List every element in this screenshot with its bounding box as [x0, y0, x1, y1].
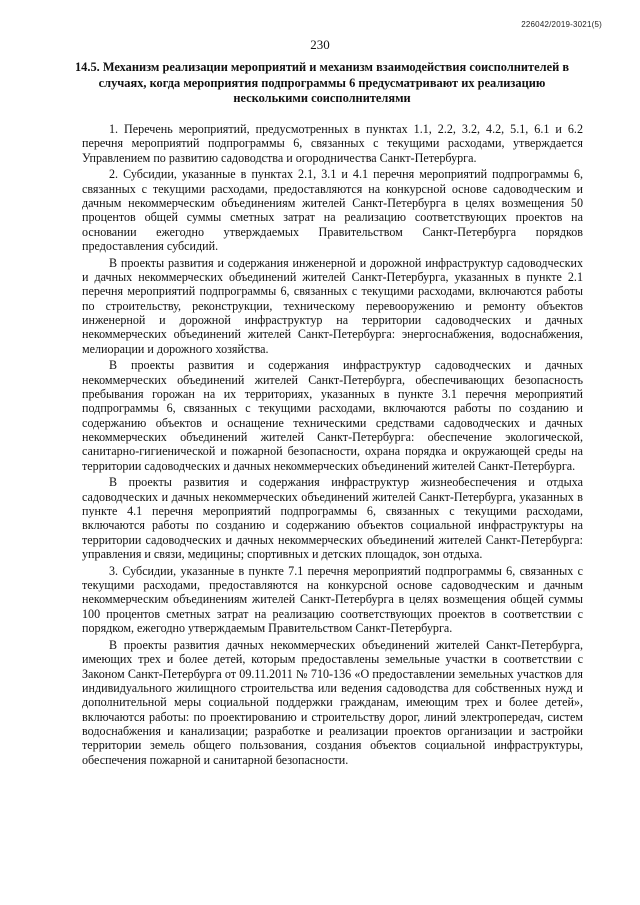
section-title: 14.5. Механизм реализации мероприятий и механизм взаимодействия соисполнителей в случаях, когда мероприятия подпрограммы 6 предусматривают их реализацию несколькими соисполнителями: [74, 60, 570, 105]
document-body: [82, 122, 583, 769]
paragraph: 3. Субсидии, указанные в пункте 7.1 перечня мероприятий подпрограммы 6, связанных с текущими расходами, предоставляются на конкурсной основе садоводческим и дачным некоммерческим объединениям жителей Санкт-Петербурга в целях возмещения общей суммы 100 процентов сметных затрат на реализацию соответствующих проектов в соответствии с порядком, ежегодно утверждаемым Правительством Санкт-Петербурга.: [82, 563, 583, 636]
paragraph: 2. Субсидии, указанные в пунктах 2.1, 3.1 и 4.1 перечня мероприятий подпрограммы 6, связанных с текущими расходами, предоставляются на конкурсной основе садоводческим и дачным некоммерческим объединениям жителей Санкт-Петербурга в целях возмещения 50 процентов общей суммы сметных затрат на реализацию соответствующих проектов на основании ежегодно утверждаемых Правительством Санкт-Петербурга порядков предоставления субсидий.: [82, 167, 583, 254]
page-number: 230: [310, 37, 330, 52]
paragraph: 1. Перечень мероприятий, предусмотренных в пунктах 1.1, 2.2, 3.2, 4.2, 5.1, 6.1 и 6.2 перечня мероприятий подпрограммы 6, связанных с текущими расходами, утверждается Управлением по развитию садоводства и огородничества Санкт-Петербурга.: [82, 122, 583, 165]
paragraph: В проекты развития и содержания инженерной и дорожной инфраструктур садоводческих и дачных некоммерческих объединений жителей Санкт-Петербурга, указанных в пункте 2.1 перечня мероприятий подпрограммы 6, связанных с текущими расходами, включаются работы по строительству, реконструкции, техническому перевооружению и ремонту объектов инженерной и дорожной инфраструктур на территории садоводческих и дачных некоммерческих объединений жителей Санкт-Петербурга: энергоснабжения, водоснабжения, мелиорации и дорожного хозяйства.: [82, 255, 583, 356]
paragraph: В проекты развития и содержания инфраструктур садоводческих и дачных некоммерческих объединений жителей Санкт-Петербурга, обеспечивающих безопасность пребывания горожан на их территориях, указанных в пункте 3.1 перечня мероприятий подпрограммы 6, связанных с текущими расходами, включаются работы по созданию и содержанию объектов и оснащение техническими средствами садоводческих и дачных некоммерческих объединений жителей Санкт-Петербурга: обеспечение экологической, санитарно-гигиенической и пожарной безопасности, охрана порядка и окружающей среды на территории садоводческих и дачных некоммерческих объединений жителей Санкт-Петербурга.: [82, 358, 583, 473]
document-id: 226042/2019-3021(5): [521, 20, 602, 29]
paragraph: В проекты развития и содержания инфраструктур жизнеобеспечения и отдыха садоводческих и дачных некоммерческих объединений жителей Санкт-Петербурга, указанных в пункте 4.1 перечня мероприятий подпрограммы 6, связанных с текущими расходами, включаются работы по созданию и содержанию объектов социальной инфраструктуры на территории садоводческих и дачных некоммерческих объединений жителей Санкт-Петербурга: управления и связи, медицины; спортивных и детских площадок, зон отдыха.: [82, 475, 583, 562]
paragraph: В проекты развития дачных некоммерческих объединений жителей Санкт-Петербурга, имеющих трех и более детей, которым предоставлены земельные участки в соответствии с Законом Санкт-Петербурга от 09.11.2011 № 710-136 «О предоставлении земельных участков для индивидуального жилищного строительства или ведения садоводства для собственных нужд и дополнительной меры социальной поддержки гражданам, имеющим трех и более детей», включаются работы: по проектированию и строительству дорог, линий электропередач, систем водоснабжения и канализации; разработке и реализации проектов организации и застройки территории земель общего пользования, создания объектов социальной инфраструктуры, обеспечения пожарной и санитарной безопасности.: [82, 637, 583, 767]
